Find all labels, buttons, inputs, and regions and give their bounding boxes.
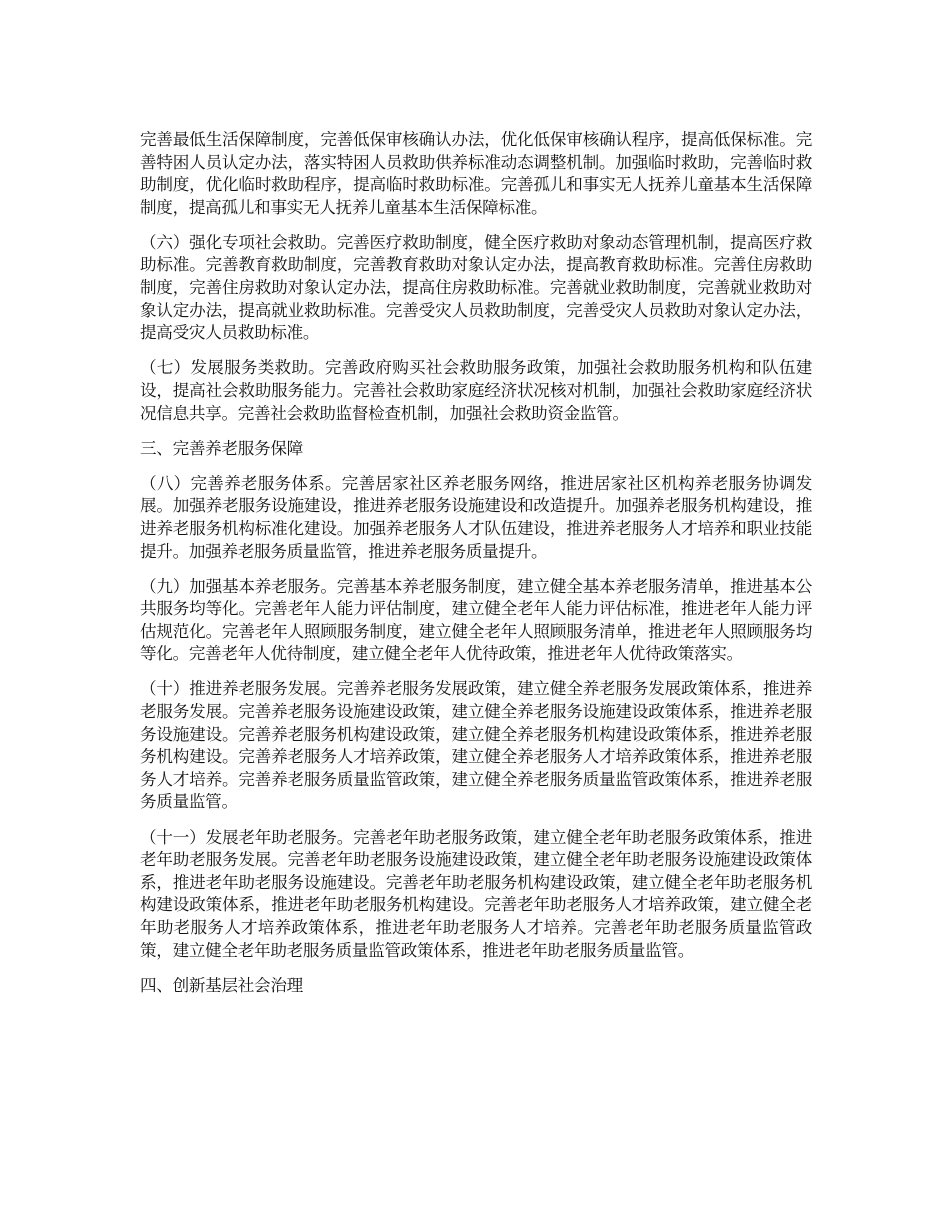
section-heading-elderly-care: 三、完善养老服务保障 bbox=[140, 438, 303, 458]
paragraph-special-social-assistance: （六）强化专项社会救助。完善医疗救助制度，健全医疗救助对象动态管理机制，提高医疗救助标准。完善教育救助制度，完善教育救助对象认定办法，提高教育救助标准。完善住房救助制度，完善住房救助对象认定办法，提高住房救助标准。完善就业救助制度，完善就业救助对象认定办法，提高就业救助标准。完善受灾人员救助制度，完善受灾人员救助对象认定办法，提高受灾人员救助标准。 bbox=[140, 232, 812, 343]
paragraph-service-assistance: （七）发展服务类救助。完善政府购买社会救助服务政策，加强社会救助服务机构和队伍建设，提高社会救助服务能力。完善社会救助家庭经济状况核对机制，加强社会救助家庭经济状况信息共享。完善社会救助监督检查机制，加强社会救助资金监管。 bbox=[140, 358, 812, 423]
section-heading-grassroots-governance: 四、创新基层社会治理 bbox=[140, 975, 303, 995]
paragraph-elderly-care-system: （八）完善养老服务体系。完善居家社区养老服务网络，推进居家社区机构养老服务协调发展。加强养老服务设施建设，推进养老服务设施建设和改造提升。加强养老服务机构建设，推进养老服务机构标准化建设。加强养老服务人才队伍建设，推进养老服务人才培养和职业技能提升。加强养老服务质量监管，推进养老服务质量提升。 bbox=[140, 473, 812, 561]
paragraph-elderly-mutual-aid: （十一）发展老年助老服务。完善老年助老服务政策，建立健全老年助老服务政策体系，推进老年助老服务发展。完善老年助老服务设施建设政策，建立健全老年助老服务设施建设政策体系，推进老年助老服务设施建设。完善老年助老服务机构建设政策，建立健全老年助老服务机构建设政策体系，推进老年助老服务机构建设。完善老年助老服务人才培养政策，建立健全老年助老服务人才培养政策体系，推进老年助老服务人才培养。完善老年助老服务质量监管政策，建立健全老年助老服务质量监管政策体系，推进老年助老服务质量监管。 bbox=[140, 827, 812, 960]
paragraph-minimum-living-security: 完善最低生活保障制度，完善低保审核确认办法，优化低保审核确认程序，提高低保标准。完善特困人员认定办法，落实特困人员救助供养标准动态调整机制。加强临时救助，完善临时救助制度，优化临时救助程序，提高临时救助标准。完善孤儿和事实无人抚养儿童基本生活保障制度，提高孤儿和事实无人抚养儿童基本生活保障标准。 bbox=[140, 130, 812, 217]
paragraph-basic-elderly-care: （九）加强基本养老服务。完善基本养老服务制度，建立健全基本养老服务清单，推进基本公共服务均等化。完善老年人能力评估制度，建立健全老年人能力评估标准，推进老年人能力评估规范化。完善老年人照顾服务制度，建立健全老年人照顾服务清单，推进老年人照顾服务均等化。完善老年人优待制度，建立健全老年人优待政策，推进老年人优待政策落实。 bbox=[140, 576, 812, 664]
paragraph-elderly-care-development: （十）推进养老服务发展。完善养老服务发展政策，建立健全养老服务发展政策体系，推进养老服务发展。完善养老服务设施建设政策，建立健全养老服务设施建设政策体系，推进养老服务设施建设。完善养老服务机构建设政策，建立健全养老服务机构建设政策体系，推进养老服务机构建设。完善养老服务人才培养政策，建立健全养老服务人才培养政策体系，推进养老服务人才培养。完善养老服务质量监管政策，建立健全养老服务质量监管政策体系，推进养老服务质量监管。 bbox=[140, 679, 812, 812]
document-page bbox=[140, 129, 812, 1010]
